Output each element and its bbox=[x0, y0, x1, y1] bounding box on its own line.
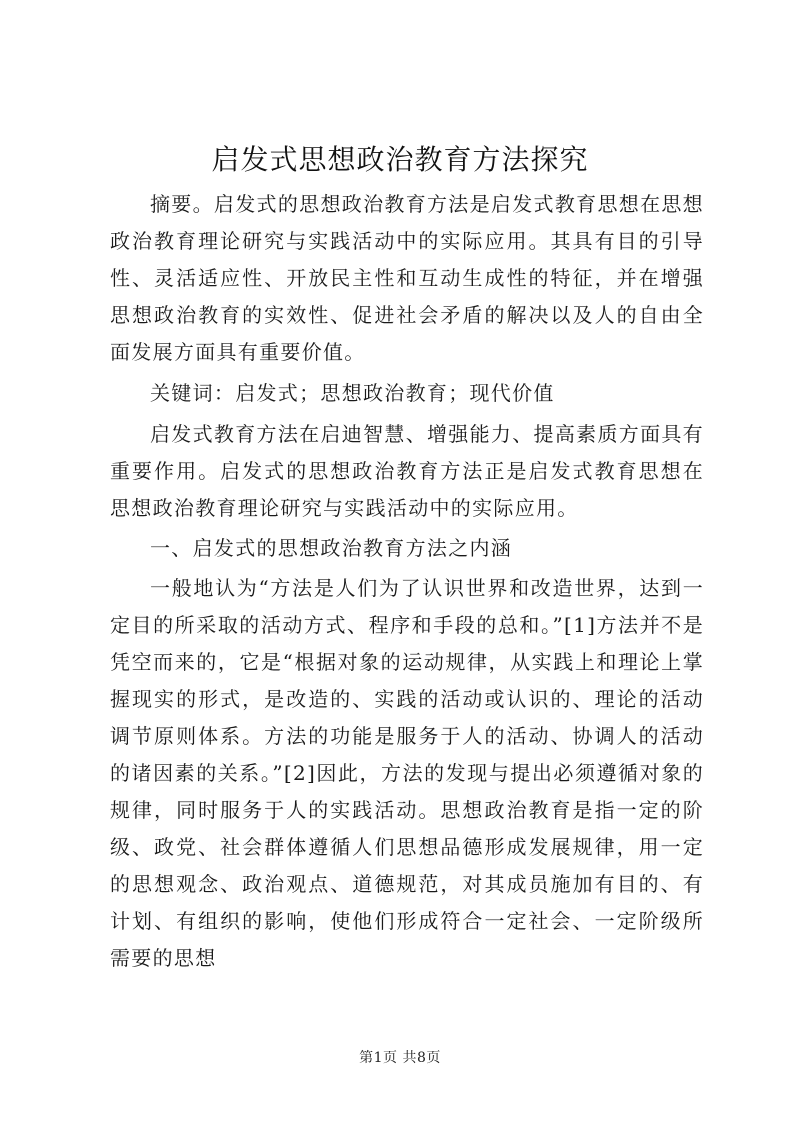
intro-paragraph: 启发式教育方法在启迪智慧、增强能力、提高素质方面具有重要作用。启发式的思想政治教育方法正是启发式教育思想在思想政治教育理论研究与实践活动中的实际应用。 bbox=[110, 422, 704, 520]
section-heading: 一、启发式的思想政治教育方法之内涵 bbox=[150, 536, 513, 560]
document-title: 启发式思想政治教育方法探究 bbox=[211, 143, 589, 176]
keywords-paragraph: 关键词：启发式；思想政治教育；现代价值 bbox=[150, 381, 555, 405]
body-paragraph: 一般地认为“方法是人们为了认识世界和改造世界，达到一定目的所采取的活动方式、程序和手段的总和。”[1]方法并不是凭空而来的，它是“根据对象的运动规律，从实践上和理论上掌握现实的形式，是改造的、实践的活动或认识的、理论的活动调节原则体系。方法的功能是服务于人的活动、协调人的活动的诸因素的关系。”[2]因此，方法的发现与提出必须遵循对象的规律，同时服务于人的实践活动。思想政治教育是指一定的阶级、政党、社会群体遵循人们思想品德形成发展规律，用一定的思想观念、政治观点、道德规范，对其成员施加有目的、有计划、有组织的影响，使他们形成符合一定社会、一定阶级所需要的思想 bbox=[110, 576, 704, 970]
page-footer: 第1页 共8页 bbox=[359, 1050, 441, 1066]
document-body bbox=[110, 186, 704, 977]
abstract-paragraph: 摘要。启发式的思想政治教育方法是启发式教育思想在思想政治教育理论研究与实践活动中的实际应用。其具有目的引导性、灵活适应性、开放民主性和互动生成性的特征，并在增强思想政治教育的实效性、促进社会矛盾的解决以及人的自由全面发展方面具有重要价值。 bbox=[110, 192, 704, 364]
